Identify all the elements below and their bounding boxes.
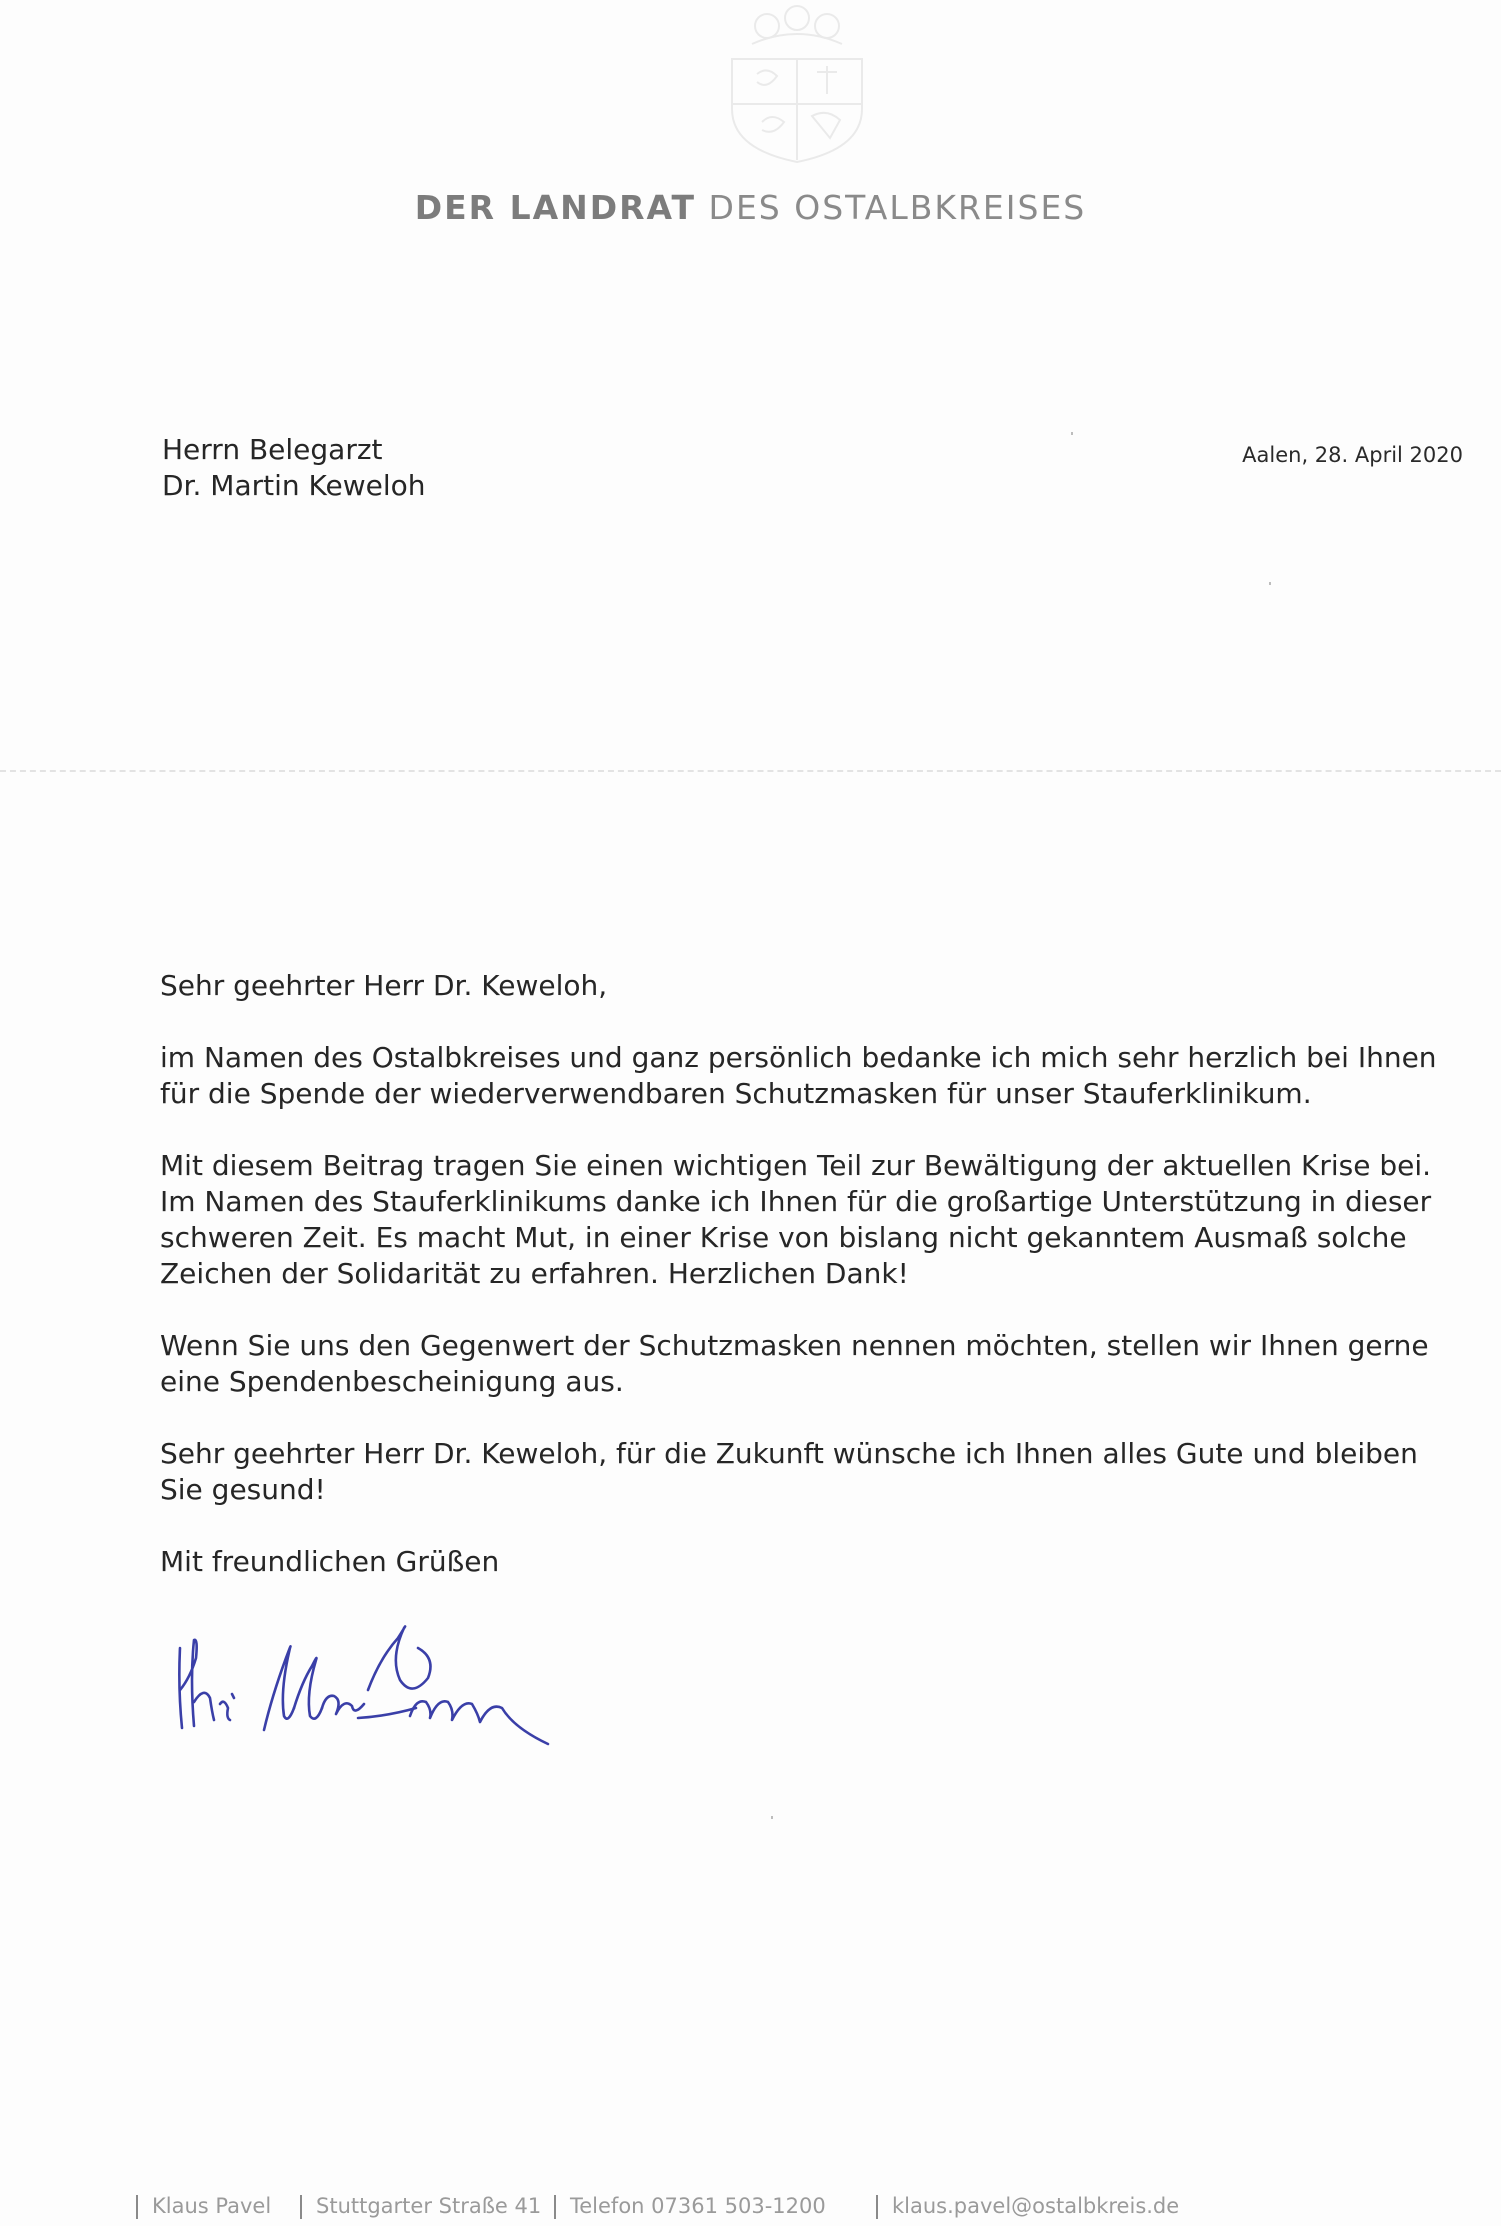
footer-address: [300, 2194, 541, 2219]
paragraph-4-line: Sehr geehrter Herr Dr. Keweloh, für die Zukunft wünsche ich Ihnen alles Gute und bleiben: [160, 1437, 1418, 1470]
paragraph-1: [160, 1040, 1480, 1112]
letterhead-title-rest: DES OSTALBKREISES: [708, 188, 1087, 227]
footer-address-text: Stuttgarter Straße 41: [316, 2194, 542, 2218]
paragraph-2: [160, 1148, 1480, 1292]
footer-separator: [136, 2195, 138, 2219]
paragraph-4-line: Sie gesund!: [160, 1473, 326, 1506]
closing: [160, 1544, 1480, 1580]
salutation: [160, 968, 1480, 1004]
paragraph-3-line: eine Spendenbescheinigung aus.: [160, 1365, 624, 1398]
footer-separator: [554, 2195, 556, 2219]
paragraph-2-line: Zeichen der Solidarität zu erfahren. Herzlichen Dank!: [160, 1257, 909, 1290]
footer-separator: [300, 2195, 302, 2219]
paragraph-3-line: Wenn Sie uns den Gegenwert der Schutzmasken nennen möchten, stellen wir Ihnen gerne: [160, 1329, 1429, 1362]
paragraph-2-line: Im Namen des Stauferklinikums danke ich Ihnen für die großartige Unterstützung in dieser: [160, 1185, 1432, 1218]
closing-text: Mit freundlichen Grüßen: [160, 1545, 500, 1578]
fold-line: [0, 770, 1501, 772]
footer-name: [136, 2194, 271, 2219]
recipient-address: [162, 432, 426, 504]
footer-name-text: Klaus Pavel: [152, 2194, 272, 2218]
paragraph-2-line: Mit diesem Beitrag tragen Sie einen wichtigen Teil zur Bewältigung der aktuellen Krise bei.: [160, 1149, 1432, 1182]
salutation-text: Sehr geehrter Herr Dr. Keweloh,: [160, 969, 608, 1002]
paper-speck: [1071, 432, 1073, 435]
letter-date: Aalen, 28. April 2020: [1242, 443, 1463, 467]
paragraph-1-line: im Namen des Ostalbkreises und ganz persönlich bedanke ich mich sehr herzlich bei Ihnen: [160, 1041, 1437, 1074]
recipient-line-2: Dr. Martin Keweloh: [162, 469, 426, 502]
paragraph-3: [160, 1328, 1480, 1400]
paragraph-4: [160, 1436, 1480, 1508]
paragraph-1-line: für die Spende der wiederverwendbaren Schutzmasken für unser Stauferklinikum.: [160, 1077, 1312, 1110]
letterhead-title: [0, 188, 1501, 227]
footer-phone: [554, 2194, 826, 2219]
paper-speck: [771, 1816, 773, 1819]
paragraph-2-line: schweren Zeit. Es macht Mut, in einer Krise von bislang nicht gekanntem Ausmaß solche: [160, 1221, 1407, 1254]
coat-of-arms-embossed-icon: [712, 4, 882, 164]
letterhead-title-strong: DER LANDRAT: [414, 188, 697, 227]
letter-body: [160, 968, 1480, 1580]
footer-separator: [876, 2195, 878, 2219]
recipient-line-1: Herrn Belegarzt: [162, 433, 383, 466]
footer-phone-text: Telefon 07361 503-1200: [570, 2194, 826, 2218]
footer-email[interactable]: [876, 2194, 1179, 2219]
handwritten-signature: [168, 1598, 598, 1778]
footer-email-link[interactable]: klaus.pavel@ostalbkreis.de: [892, 2194, 1180, 2218]
paper-speck: [1269, 582, 1271, 585]
